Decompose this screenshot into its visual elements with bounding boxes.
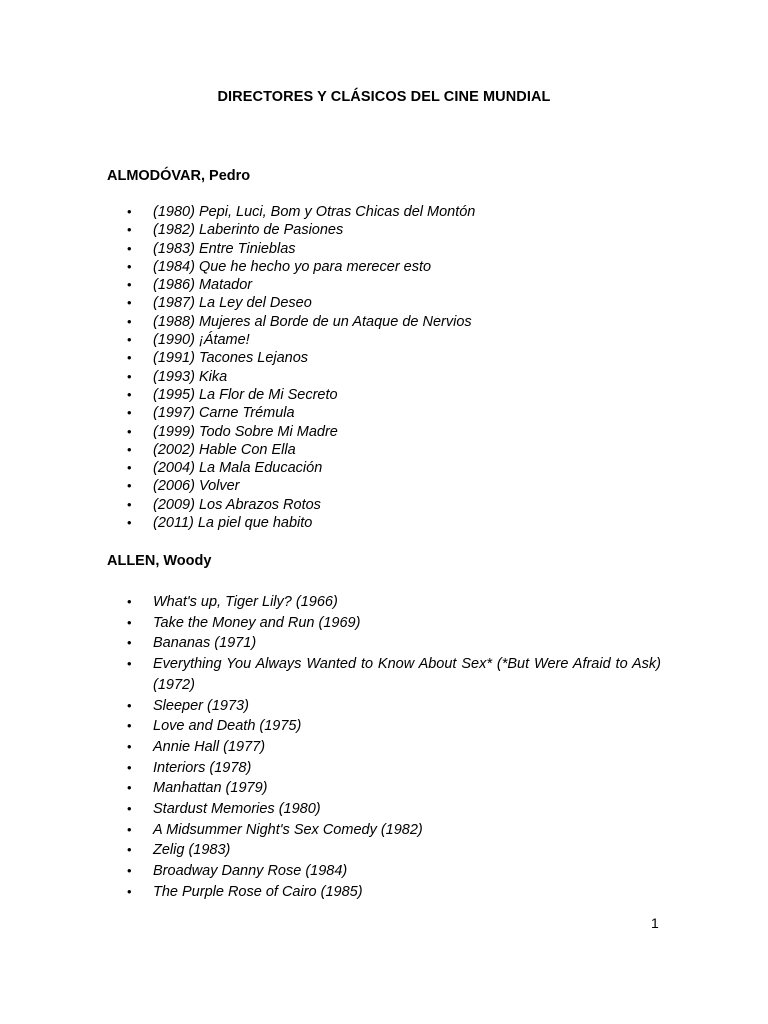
list-item: • Sleeper (1973) xyxy=(0,696,661,717)
director-heading-almodovar: ALMODÓVAR, Pedro xyxy=(107,168,251,184)
list-item: • Broadway Danny Rose (1984) xyxy=(0,861,661,882)
bullet: • xyxy=(127,883,132,899)
bullet: • xyxy=(127,515,132,531)
document-title: DIRECTORES Y CLÁSICOS DEL CINE MUNDIAL xyxy=(217,89,551,105)
bullet: • xyxy=(127,780,132,796)
list-item: • Zelig (1983) xyxy=(0,840,661,861)
list-item: • Interiors (1978) xyxy=(0,758,661,779)
bullet: • xyxy=(127,295,132,311)
bullet: • xyxy=(127,697,132,713)
bullet: • xyxy=(127,277,132,293)
bullet: • xyxy=(127,821,132,837)
bullet: • xyxy=(127,842,132,858)
list-item: • (2004) La Mala Educación xyxy=(127,460,323,477)
bullet: • xyxy=(127,801,132,817)
bullet: • xyxy=(127,313,132,329)
list-item: • (1991) Tacones Lejanos xyxy=(127,350,309,367)
list-item: • Stardust Memories (1980) xyxy=(0,799,661,820)
list-item: • (1986) Matador xyxy=(127,277,253,294)
bullet: • xyxy=(127,863,132,879)
bullet: • xyxy=(127,405,132,421)
bullet: • xyxy=(127,258,132,274)
list-item: • (1997) Carne Trémula xyxy=(127,405,295,422)
list-item: • (1980) Pepi, Luci, Bom y Otras Chicas del Montón xyxy=(127,204,476,220)
list-item: • The Purple Rose of Cairo (1985) xyxy=(0,882,661,903)
list-item: • (2002) Hable Con Ella xyxy=(127,441,296,458)
bullet: • xyxy=(127,614,132,630)
bullet: • xyxy=(127,441,132,457)
bullet: • xyxy=(127,718,132,734)
list-item: • (1999) Todo Sobre Mi Madre xyxy=(127,423,338,440)
director-heading-allen: ALLEN, Woody xyxy=(107,553,212,569)
bullet: • xyxy=(127,386,132,402)
page-number: 1 xyxy=(651,915,659,931)
bullet: • xyxy=(127,594,132,609)
list-item: • A Midsummer Night's Sex Comedy (1982) xyxy=(0,820,661,841)
list-item: • (1982) Laberinto de Pasiones xyxy=(127,222,344,239)
list-item: • Take the Money and Run (1969) xyxy=(0,613,661,634)
bullet: • xyxy=(127,222,132,238)
list-item: • Bananas (1971) xyxy=(0,633,661,654)
bullet: • xyxy=(127,423,132,439)
list-item: • (1990) ¡Átame! xyxy=(127,332,250,349)
list-item: • (1995) La Flor de Mi Secreto xyxy=(127,386,338,403)
list-item: • Annie Hall (1977) xyxy=(0,737,661,758)
list-item: • (1987) La Ley del Deseo xyxy=(127,295,312,312)
bullet: • xyxy=(127,240,132,256)
list-item: • (1988) Mujeres al Borde de un Ataque de Nervios xyxy=(127,313,472,330)
bullet: • xyxy=(127,478,132,494)
list-item: • What's up, Tiger Lily? (1966) xyxy=(0,592,661,613)
bullet: • xyxy=(127,656,132,672)
bullet: • xyxy=(127,738,132,754)
list-item: • (2009) Los Abrazos Rotos xyxy=(127,496,321,513)
list-item: • (1993) Kika xyxy=(127,368,228,385)
list-item: • Manhattan (1979) xyxy=(0,778,661,799)
list-item: • (2011) La piel que habito xyxy=(127,515,313,532)
film-list-almodovar xyxy=(0,203,475,532)
bullet: • xyxy=(127,204,132,219)
list-item: • (1983) Entre Tinieblas xyxy=(127,240,296,257)
list-item: • Love and Death (1975) xyxy=(0,716,661,737)
film-list-allen xyxy=(0,592,661,903)
bullet: • xyxy=(127,496,132,512)
bullet: • xyxy=(127,350,132,366)
bullet: • xyxy=(127,368,132,384)
bullet: • xyxy=(127,460,132,476)
list-item: • (1984) Que he hecho yo para merecer esto xyxy=(127,258,432,275)
bullet: • xyxy=(127,759,132,775)
list-item: • Everything You Always Wanted to Know About Sex* (*But Were Afraid to Ask) (1972) xyxy=(127,656,661,693)
bullet: • xyxy=(127,635,132,651)
list-item: • (2006) Volver xyxy=(127,478,240,495)
bullet: • xyxy=(127,332,132,348)
